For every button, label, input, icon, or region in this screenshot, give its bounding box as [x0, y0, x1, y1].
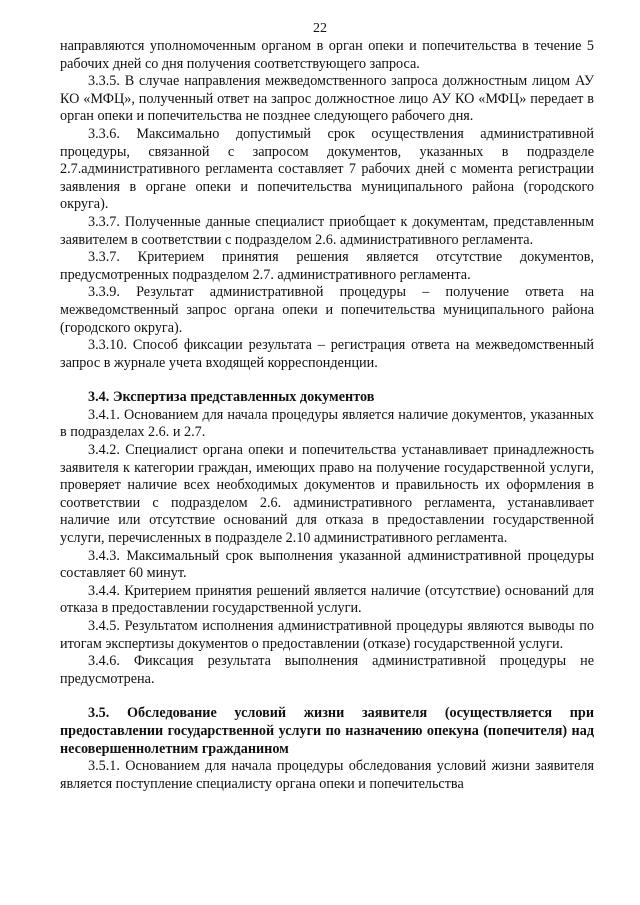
page-number: 22 — [313, 21, 327, 36]
paragraph-continuation: направляются уполномоченным органом в орган опеки и попечительства в течение 5 рабочих дней со дня получения соответствующего запроса. — [60, 38, 594, 72]
paragraph-3-4-4: 3.4.4. Критерием принятия решений является наличие (отсутствие) оснований для отказа в предоставлении государственной услуги. — [60, 582, 594, 617]
section-heading-3-5: 3.5. Обследование условий жизни заявителя (осуществляется при предоставлении государственной услуги по назначению опекуна (попечителя) над несовершеннолетним гражданином — [60, 705, 594, 757]
paragraph-3-4-6: 3.4.6. Фиксация результата выполнения административной процедуры не предусмотрена. — [60, 653, 594, 687]
document-body — [60, 38, 594, 793]
paragraph-3-4-3: 3.4.3. Максимальный срок выполнения указанной административной процедуры составляет 60 минут. — [60, 547, 594, 582]
paragraph-3-5-1: 3.5.1. Основанием для начала процедуры обследования условий жизни заявителя является поступление специалисту органа опеки и попечительства — [60, 758, 594, 792]
paragraph-3-3-6: 3.3.6. Максимально допустимый срок осуществления административной процедуры, связанной с запросом документов, указанных в подразделе 2.7.административного регламента составляет 7 рабочих дней с момента регистрации заявления в органе опеки и попечительства муниципального района (городского округа). — [60, 125, 594, 213]
paragraph-3-3-7-b: 3.3.7. Критерием принятия решения является отсутствие документов, предусмотренных подразделом 2.7. административного регламента. — [60, 249, 594, 283]
paragraph-3-4-5: 3.4.5. Результатом исполнения административной процедуры являются выводы по итогам экспертизы документов о предоставлении (отказе) государственной услуги. — [60, 618, 594, 652]
paragraph-3-4-2: 3.4.2. Специалист органа опеки и попечительства устанавливает принадлежность заявителя к категории граждан, имеющих право на получение государственной услуги, проверяет наличие всех необходимых документов и правильность их оформления в соответствии с подразделом 2.6. административного регламента, устанавливает наличие или отсутствие оснований для отказа в предоставлении государственной услуги, перечисленных в подразделе 2.10 административного регламента. — [60, 442, 594, 547]
paragraph-3-3-10: 3.3.10. Способ фиксации результата – регистрация ответа на межведомственный запрос в журнале учета входящей корреспонденции. — [60, 337, 594, 371]
section-heading-3-4: 3.4. Экспертиза представленных документов — [88, 389, 375, 406]
paragraph-3-3-9: 3.3.9. Результат административной процедуры – получение ответа на межведомственный запрос органа опеки и попечительства муниципального района (городского округа). — [60, 284, 594, 336]
paragraph-3-3-7-a: 3.3.7. Полученные данные специалист приобщает к документам, представленным заявителем в соответствии с подразделом 2.6. административного регламента. — [60, 213, 594, 248]
paragraph-3-3-5: 3.3.5. В случае направления межведомственного запроса должностным лицом АУ КО «МФЦ», полученный ответ на запрос должностное лицо АУ КО «МФЦ» передает в орган опеки и попечительства не позднее следующего рабочего дня. — [60, 73, 594, 125]
paragraph-3-4-1: 3.4.1. Основанием для начала процедуры является наличие документов, указанных в подразделах 2.6. и 2.7. — [60, 406, 594, 441]
